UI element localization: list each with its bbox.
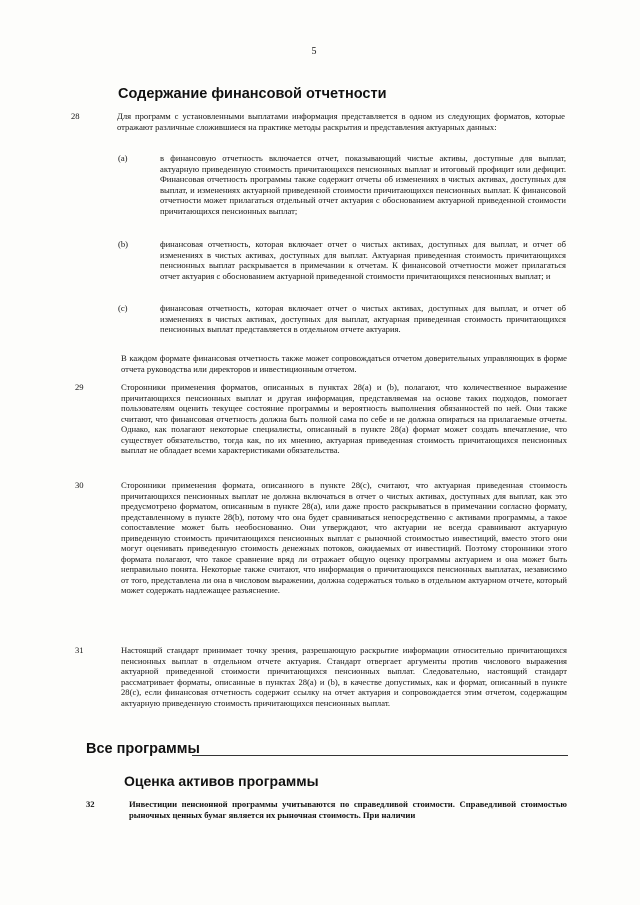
heading-plan-assets-valuation: Оценка активов программы (124, 773, 319, 789)
paragraph-number: 32 (86, 799, 95, 809)
paragraph-28-closing: В каждом формате финансовая отчетность также может сопровождаться отчетом доверительных управляющих в форме отчета руководства или директоров и инвестиционным отчетом. (121, 353, 567, 374)
paragraph-29 (75, 382, 567, 456)
paragraph-text: Сторонники применения форматов, описанных в пунктах 28(a) и (b), полагают, что количественное выражение причитающихся пенсионных выплат и другая информация, представляемая на основе таких подходов, помогает пользователям оценить текущее состояние программы и вероятность выполнения обязанностей по ней. Они также считают, что финансовая отчетность должна быть полной сама по себе и не должна опираться на прилагаемые отчеты. Однако, как полагают некоторые специалисты, описанный в пункте 28(a) формат может создать впечатление, что существует обязательство, тогда как, по их мнению, актуарная приведенная стоимость причитающихся пенсионных выплат не обладает всеми характеристиками обязательства. (121, 382, 567, 456)
paragraph-text: Инвестиции пенсионной программы учитываются по справедливой стоимости. Справедливой стоимостью рыночных ценных бумаг является их рыночная стоимость. При наличии (129, 799, 567, 820)
paragraph-number: 29 (75, 382, 84, 392)
paragraph-28 (71, 111, 565, 132)
subitem-a (118, 153, 566, 216)
subitem-c (118, 303, 566, 335)
paragraph-number: 28 (71, 111, 80, 121)
paragraph-text: Для программ с установленными выплатами информация представляется в одном из следующих форматов, которые отражают различные сложившиеся на практике методы раскрытия и представления актуарных данных: (117, 111, 565, 132)
subitem-label: (b) (118, 239, 129, 249)
heading-all-programs: Все программы (86, 741, 200, 757)
subitem-b (118, 239, 566, 281)
paragraph-text: Настоящий стандарт принимает точку зрения, разрешающую раскрытие информации относительно причитающихся пенсионных выплат в отдельном отчете актуария. Стандарт отвергает аргументы против числового выражения актуарной приведенной стоимости причитающихся пенсионных выплат. Следовательно, настоящий стандарт рассматривает форматы, описанные в пунктах 28(a) и (b), в качестве допустимых, как и формат, описанный в пункте 28(c), если финансовая отчетность содержит ссылку на отчет актуария и сопровождается этим отчетом, содержащим актуарную приведенную стоимость причитающихся пенсионных выплат. (121, 645, 567, 708)
paragraph-number: 30 (75, 480, 84, 490)
subitem-label: (c) (118, 303, 128, 313)
heading-financial-statements-content: Содержание финансовой отчетности (118, 86, 387, 102)
subitem-text: в финансовую отчетность включается отчет, показывающий чистые активы, доступные для выплат, актуарную приведенную стоимость причитающихся пенсионных выплат и итоговый профицит или дефицит. Финансовая отчетность программы также содержит отчеты об изменениях в чистых активах, доступных для выплат, и изменениях актуарной приведенной стоимости причитающихся пенсионных выплат. К финансовой отчетности может прилагаться отдельный отчет актуария с обоснованием актуарной приведенной стоимости причитающихся пенсионных выплат; (160, 153, 566, 216)
subitem-label: (a) (118, 153, 128, 163)
paragraph-31 (75, 645, 567, 708)
subitem-text: финансовая отчетность, которая включает отчет о чистых активах, доступных для выплат, и отчет об изменениях в чистых активах, доступных для выплат. Актуарная приведенная стоимость причитающихся пенсионных выплат раскрывается в примечании к отчетам. К финансовой отчетности может прилагаться отчет актуария с обоснованием актуарной приведенной стоимости причитающихся пенсионных выплат; и (160, 239, 566, 281)
paragraph-30 (75, 480, 567, 596)
subitem-text: финансовая отчетность, которая включает отчет о чистых активах, доступных для выплат, и отчет об изменениях в чистых активах, доступных для выплат, актуарная приведенная стоимость причитающихся пенсионных выплат представляется в отдельном отчете актуария. (160, 303, 566, 335)
page-number: 5 (311, 46, 317, 57)
paragraph-number: 31 (75, 645, 84, 655)
heading-rule (192, 755, 568, 756)
paragraph-text: Сторонники применения формата, описанного в пункте 28(c), считают, что актуарная приведенная стоимость причитающихся пенсионных выплат не должна включаться в отчет о чистых активах, доступных для выплат, как это предусмотрено форматом, описанным в пункте 28(a), или даже просто раскрываться в примечании согласно формату, представленному в пункте 28(b), потому что она будет сравниваться непосредственно с активами программы, а такое сопоставление может быть необоснованно. Они утверждают, что актуарии не всегда сравнивают актуарную приведенную стоимость причитающихся пенсионных выплат с рыночной стоимостью инвестиций, вместо этого они могут оценивать приведенную стоимость денежных потоков, ожидаемых от инвестиций. Поэтому сторонники этого формата полагают, что такое сравнение вряд ли отражает общую оценку программы актуарием и она может быть неправильно понята. Некоторые также считают, что информация о причитающихся пенсионных выплатах, независимо от того, представлена ли она в числовом выражении, должна содержаться только в отдельном актуарном отчете, который может содержать надлежащее разъяснение. (121, 480, 567, 596)
paragraph-32 (86, 799, 567, 820)
